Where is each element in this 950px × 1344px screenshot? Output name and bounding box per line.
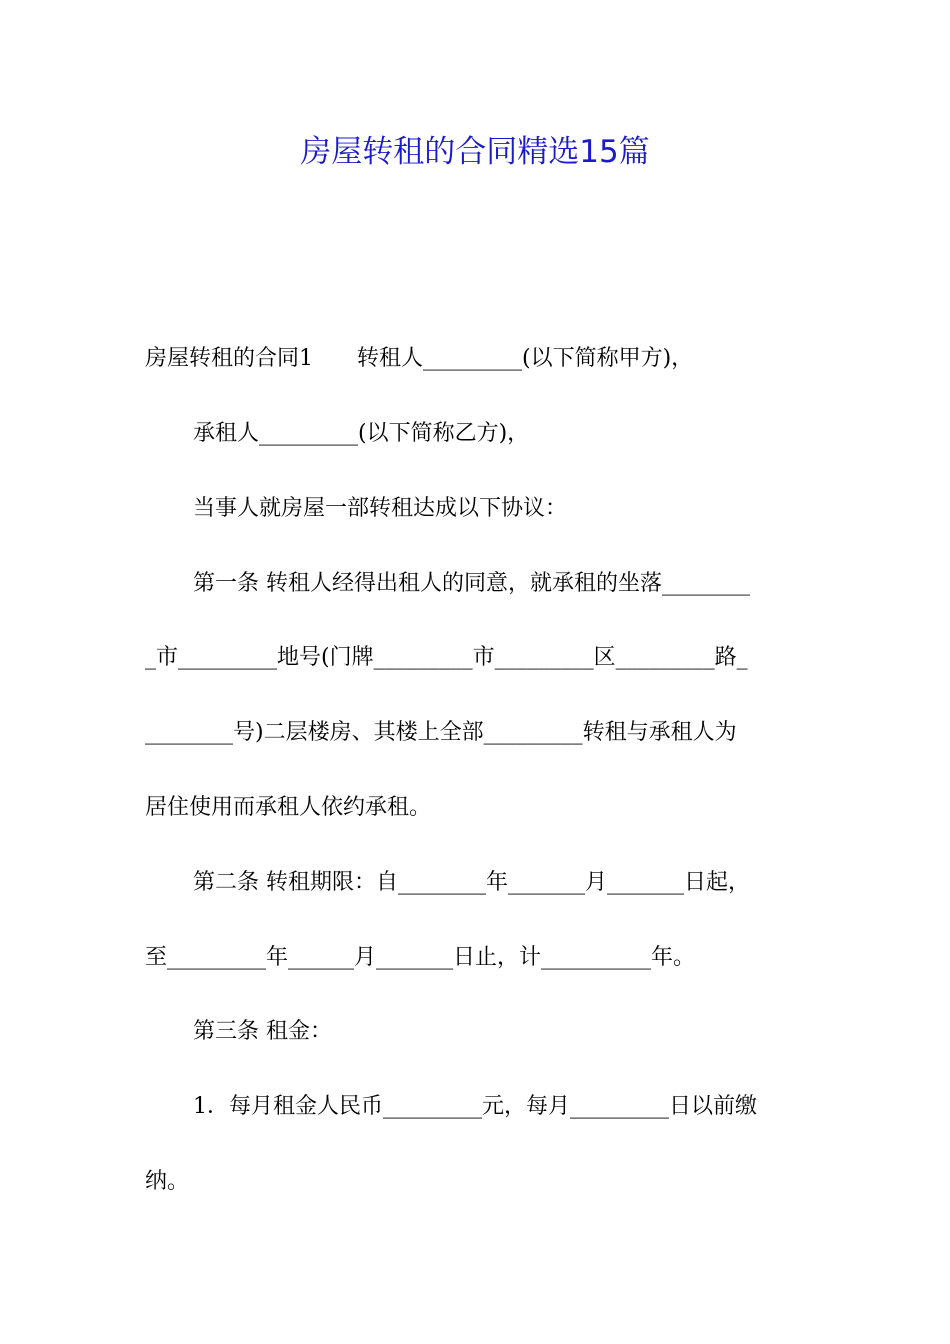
paragraph-line: 居住使用而承租人依约承租。 <box>145 795 432 820</box>
document-title: 房屋转租的合同精选15篇 <box>300 134 650 170</box>
paragraph-line: 至_________年______月_______日止，计__________年。 <box>145 945 696 970</box>
paragraph-line: 1．每月租金人民币_________元，每月_________日以前缴 <box>193 1094 757 1119</box>
paragraph-line: 承租人_________(以下简称乙方)， <box>193 421 530 446</box>
paragraph-line: 当事人就房屋一部转租达成以下协议： <box>193 496 568 521</box>
paragraph-line: 第一条 转租人经得出租人的同意，就承租的坐落________ <box>193 571 750 596</box>
paragraph-line: ________号)二层楼房、其楼上全部_________转租与承租人为 <box>145 720 737 745</box>
paragraph-line: 房屋转租的合同1 转租人_________(以下简称甲方)， <box>145 346 694 371</box>
paragraph-line: 第二条 转租期限：自________年_______月_______日起， <box>193 870 750 895</box>
paragraph-line: 第三条 租金： <box>193 1019 332 1044</box>
paragraph-line: 纳。 <box>145 1169 190 1194</box>
paragraph-line: _市_________地号(门牌_________市_________区_________路_ <box>145 645 748 670</box>
